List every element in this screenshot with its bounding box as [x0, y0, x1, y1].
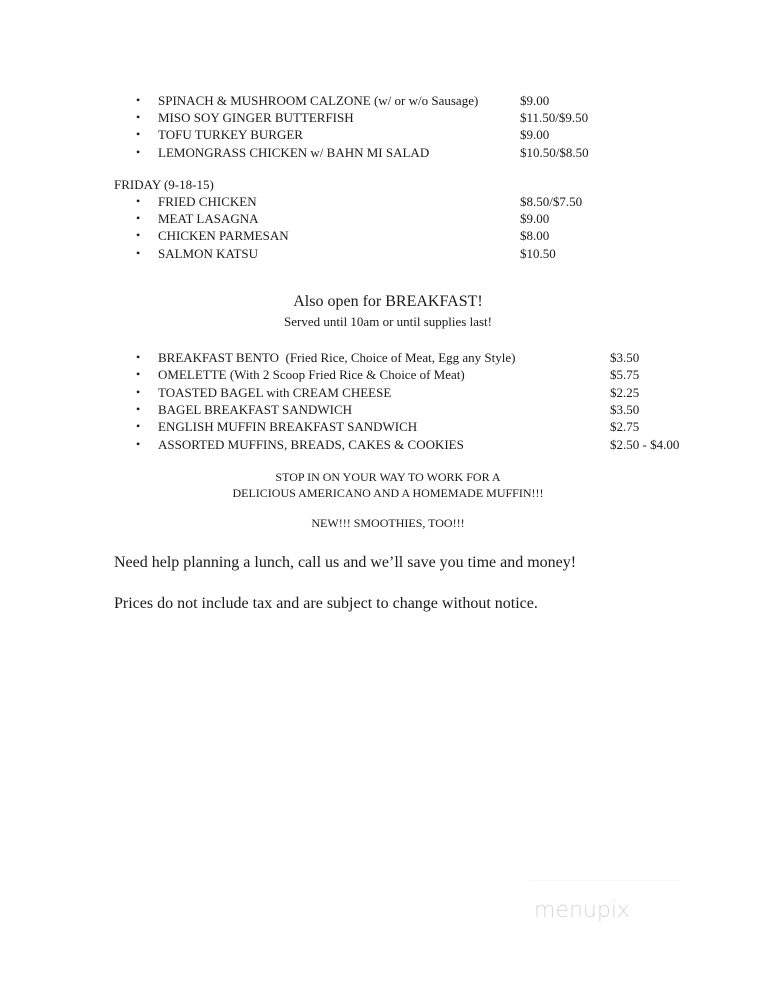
item-name: LEMONGRASS CHICKEN w/ BAHN MI SALAD	[158, 145, 430, 160]
bullet-icon: •	[136, 228, 141, 242]
bullet-icon: •	[136, 350, 141, 364]
item-name: BAGEL BREAKFAST SANDWICH	[158, 402, 353, 417]
bullet-icon: •	[136, 145, 141, 159]
item-price: $9.00	[520, 93, 550, 108]
planning-note: Need help planning a lunch, call us and we’ll save you time and money!	[114, 554, 577, 571]
item-name: MEAT LASAGNA	[158, 211, 259, 226]
item-price: $3.50	[610, 402, 640, 417]
bullet-icon: •	[136, 402, 141, 416]
bullet-icon: •	[136, 385, 141, 399]
bullet-icon: •	[136, 246, 141, 260]
day-heading-friday: FRIDAY (9-18-15)	[114, 177, 214, 192]
item-name: FRIED CHICKEN	[158, 194, 257, 209]
item-price: $2.50 - $4.00	[610, 437, 680, 452]
item-name: ASSORTED MUFFINS, BREADS, CAKES & COOKIES	[158, 437, 464, 452]
promo-line-1: STOP IN ON YOUR WAY TO WORK FOR A	[275, 470, 501, 484]
bullet-icon: •	[136, 110, 141, 124]
item-price: $11.50/$9.50	[520, 110, 589, 125]
item-price: $2.75	[610, 419, 640, 434]
item-name: ENGLISH MUFFIN BREAKFAST SANDWICH	[158, 419, 418, 434]
item-name: BREAKFAST BENTO (Fried Rice, Choice of Meat, Egg any Style)	[158, 350, 516, 365]
bullet-icon: •	[136, 93, 141, 107]
item-price: $9.00	[520, 211, 550, 226]
bullet-icon: •	[136, 437, 141, 451]
bullet-icon: •	[136, 194, 141, 208]
promo-line-2: DELICIOUS AMERICANO AND A HOMEMADE MUFFIN!!!	[232, 486, 544, 500]
item-price: $10.50/$8.50	[520, 145, 589, 160]
item-name: MISO SOY GINGER BUTTERFISH	[158, 110, 354, 125]
item-price: $10.50	[520, 246, 556, 261]
watermark-decoration	[530, 880, 680, 889]
item-name: OMELETTE (With 2 Scoop Fried Rice & Choice of Meat)	[158, 367, 465, 382]
item-name: CHICKEN PARMESAN	[158, 228, 289, 243]
item-price: $8.00	[520, 228, 550, 243]
price-disclaimer: Prices do not include tax and are subject to change without notice.	[114, 595, 538, 612]
bullet-icon: •	[136, 211, 141, 225]
item-name: SPINACH & MUSHROOM CALZONE (w/ or w/o Sausage)	[158, 93, 479, 108]
item-name: TOASTED BAGEL with CREAM CHEESE	[158, 385, 392, 400]
breakfast-subtitle: Served until 10am or until supplies last!	[284, 314, 492, 329]
item-price: $9.00	[520, 127, 550, 142]
promo-smoothies: NEW!!! SMOOTHIES, TOO!!!	[311, 516, 465, 530]
menupix-watermark: menupix	[534, 898, 630, 923]
item-name: TOFU TURKEY BURGER	[158, 127, 303, 142]
item-price: $8.50/$7.50	[520, 194, 583, 209]
bullet-icon: •	[136, 419, 141, 433]
item-price: $5.75	[610, 367, 640, 382]
item-price: $2.25	[610, 385, 640, 400]
breakfast-title: Also open for BREAKFAST!	[293, 293, 483, 310]
bullet-icon: •	[136, 367, 141, 381]
item-price: $3.50	[610, 350, 640, 365]
item-name: SALMON KATSU	[158, 246, 259, 261]
bullet-icon: •	[136, 127, 141, 141]
